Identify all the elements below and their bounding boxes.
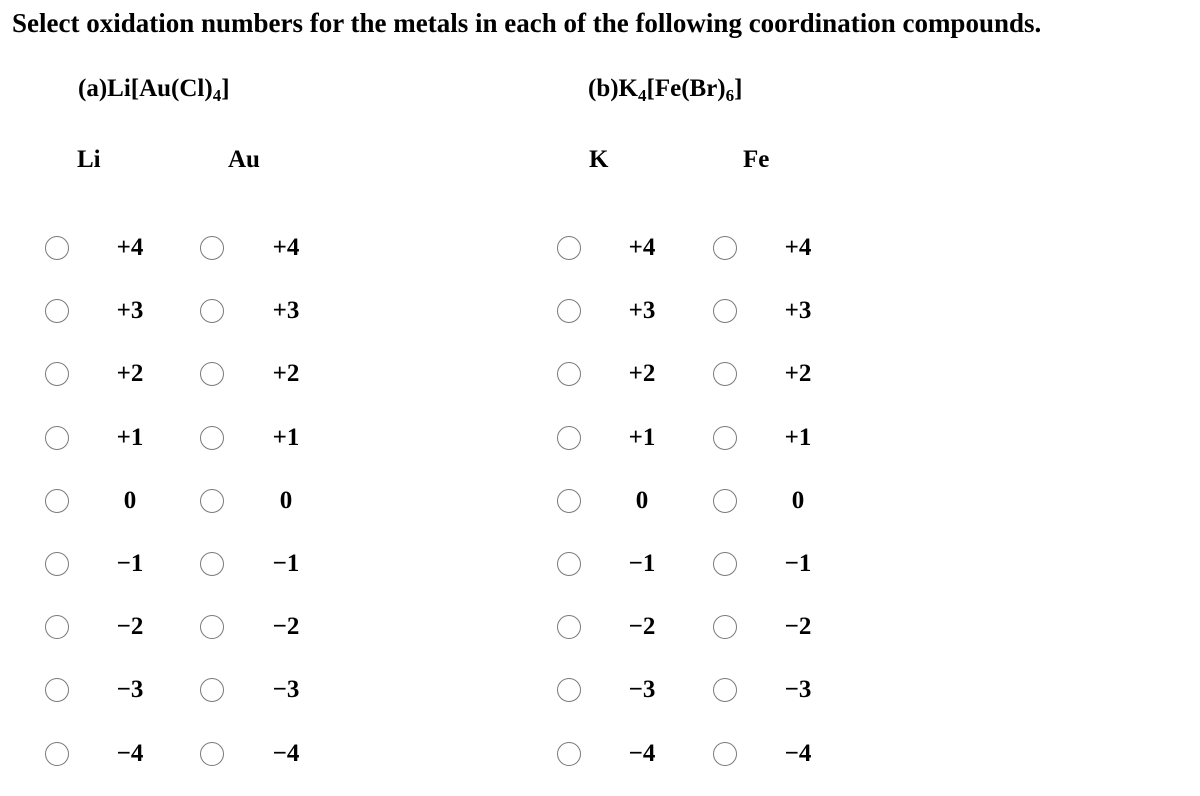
radio-k-option-8[interactable] xyxy=(557,742,581,766)
option-label-li-7: −3 xyxy=(116,676,144,703)
option-label-li-0: +4 xyxy=(116,234,144,261)
page-title: Select oxidation numbers for the metals in each of the following coordination compounds. xyxy=(12,8,1042,38)
radio-li-option-4[interactable] xyxy=(45,489,69,513)
radio-k-option-5[interactable] xyxy=(557,552,581,576)
radio-li-option-7[interactable] xyxy=(45,678,69,702)
option-label-fe-8: −4 xyxy=(784,740,812,767)
option-label-k-7: −3 xyxy=(628,676,656,703)
option-label-li-8: −4 xyxy=(116,740,144,767)
radio-k-option-0[interactable] xyxy=(557,236,581,260)
radio-fe-option-2[interactable] xyxy=(713,362,737,386)
radio-au-option-1[interactable] xyxy=(200,299,224,323)
radio-k-option-4[interactable] xyxy=(557,489,581,513)
option-label-au-6: −2 xyxy=(272,613,300,640)
option-label-k-3: +1 xyxy=(628,424,656,451)
radio-k-option-1[interactable] xyxy=(557,299,581,323)
option-label-au-4: 0 xyxy=(279,487,293,514)
radio-fe-option-8[interactable] xyxy=(713,742,737,766)
option-label-k-2: +2 xyxy=(628,360,656,387)
option-label-li-1: +3 xyxy=(116,297,144,324)
compound-a-label: $(a)Li[Au(Cl)_4]$ xyxy=(78,75,230,105)
option-label-li-5: −1 xyxy=(116,550,144,577)
radio-au-option-3[interactable] xyxy=(200,426,224,450)
column-header-au: Au xyxy=(228,146,260,173)
radio-fe-option-5[interactable] xyxy=(713,552,737,576)
radio-li-option-1[interactable] xyxy=(45,299,69,323)
option-label-au-1: +3 xyxy=(272,297,300,324)
radio-k-option-3[interactable] xyxy=(557,426,581,450)
radio-li-option-5[interactable] xyxy=(45,552,69,576)
column-header-k: K xyxy=(589,146,609,173)
radio-li-option-0[interactable] xyxy=(45,236,69,260)
option-label-fe-5: −1 xyxy=(784,550,812,577)
option-label-k-4: 0 xyxy=(635,487,649,514)
radio-fe-option-1[interactable] xyxy=(713,299,737,323)
radio-fe-option-3[interactable] xyxy=(713,426,737,450)
radio-au-option-5[interactable] xyxy=(200,552,224,576)
radio-fe-option-4[interactable] xyxy=(713,489,737,513)
option-label-au-7: −3 xyxy=(272,676,300,703)
option-label-li-4: 0 xyxy=(123,487,137,514)
option-label-au-3: +1 xyxy=(272,424,300,451)
option-label-k-5: −1 xyxy=(628,550,656,577)
option-label-li-2: +2 xyxy=(116,360,144,387)
option-label-li-3: +1 xyxy=(116,424,144,451)
radio-au-option-6[interactable] xyxy=(200,615,224,639)
option-label-fe-1: +3 xyxy=(784,297,812,324)
radio-li-option-6[interactable] xyxy=(45,615,69,639)
radio-au-option-7[interactable] xyxy=(200,678,224,702)
option-label-au-8: −4 xyxy=(272,740,300,767)
radio-k-option-7[interactable] xyxy=(557,678,581,702)
column-header-li: Li xyxy=(77,146,101,173)
option-label-fe-2: +2 xyxy=(784,360,812,387)
radio-k-option-2[interactable] xyxy=(557,362,581,386)
option-label-k-8: −4 xyxy=(628,740,656,767)
option-label-k-0: +4 xyxy=(628,234,656,261)
option-label-au-2: +2 xyxy=(272,360,300,387)
option-label-fe-6: −2 xyxy=(784,613,812,640)
radio-au-option-2[interactable] xyxy=(200,362,224,386)
option-label-k-1: +3 xyxy=(628,297,656,324)
option-label-fe-4: 0 xyxy=(791,487,805,514)
radio-k-option-6[interactable] xyxy=(557,615,581,639)
radio-au-option-4[interactable] xyxy=(200,489,224,513)
option-label-k-6: −2 xyxy=(628,613,656,640)
compound-b-label: $(b)K_4[Fe(Br)_6]$ xyxy=(588,75,743,105)
radio-fe-option-7[interactable] xyxy=(713,678,737,702)
radio-au-option-0[interactable] xyxy=(200,236,224,260)
radio-au-option-8[interactable] xyxy=(200,742,224,766)
option-label-au-0: +4 xyxy=(272,234,300,261)
column-header-fe: Fe xyxy=(743,146,770,173)
radio-fe-option-6[interactable] xyxy=(713,615,737,639)
radio-li-option-2[interactable] xyxy=(45,362,69,386)
radio-fe-option-0[interactable] xyxy=(713,236,737,260)
option-label-fe-3: +1 xyxy=(784,424,812,451)
option-label-li-6: −2 xyxy=(116,613,144,640)
option-label-au-5: −1 xyxy=(272,550,300,577)
radio-li-option-8[interactable] xyxy=(45,742,69,766)
option-label-fe-7: −3 xyxy=(784,676,812,703)
option-label-fe-0: +4 xyxy=(784,234,812,261)
radio-li-option-3[interactable] xyxy=(45,426,69,450)
